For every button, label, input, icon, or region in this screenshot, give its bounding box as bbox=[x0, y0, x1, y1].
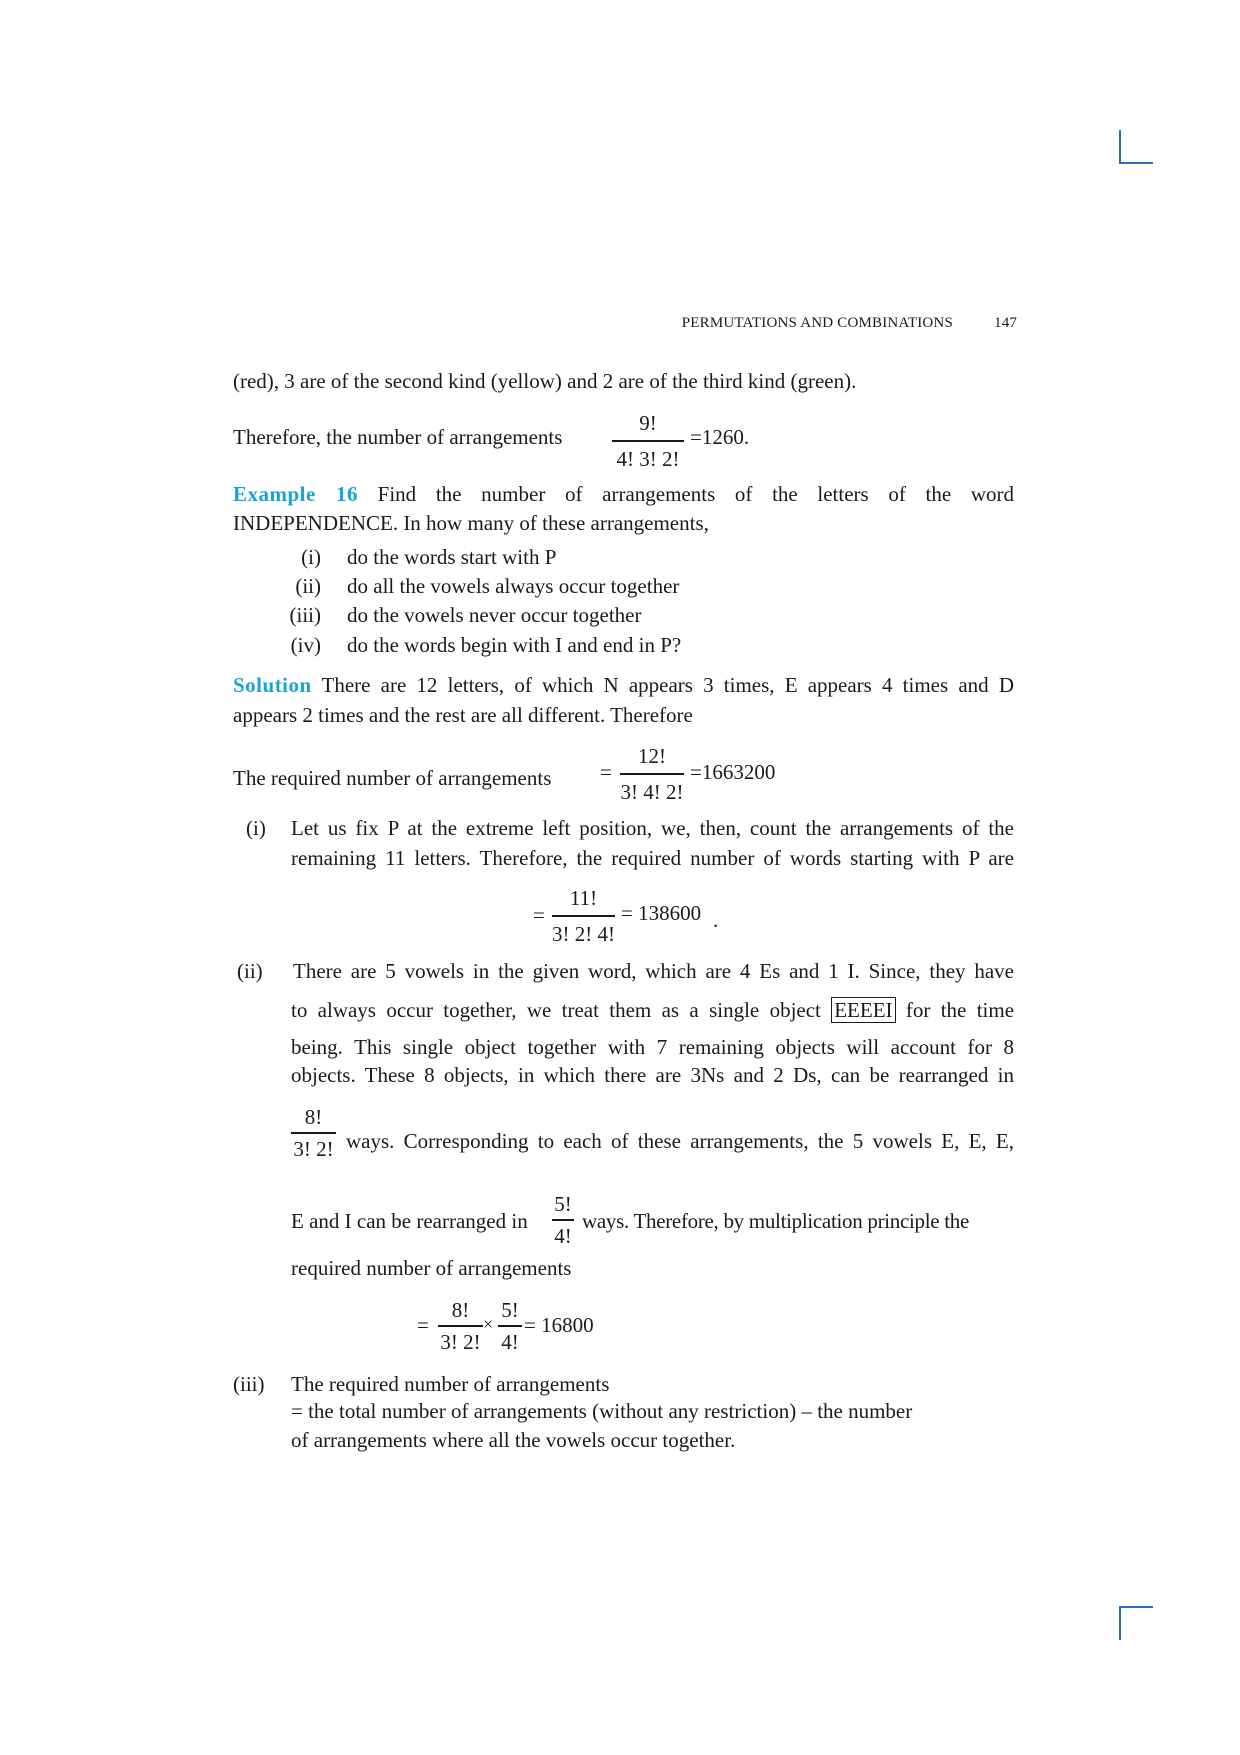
intro-line-1: (red), 3 are of the second kind (yellow) and 2 are of the third kind (green). bbox=[233, 369, 857, 393]
part-ii-line-6a: E and I can be rearranged in bbox=[291, 1209, 528, 1233]
period: . bbox=[713, 908, 719, 932]
part-i-number: (i) bbox=[246, 816, 266, 840]
part-ii-result: = 16800 bbox=[524, 1313, 594, 1337]
part-ii-line-3: being. This single object together with 7 remaining objects will account for 8 bbox=[291, 1035, 1014, 1059]
fraction-denominator: 3! 2! 4! bbox=[552, 921, 615, 946]
crop-mark-top-right bbox=[1119, 130, 1153, 164]
equals-sign: = bbox=[417, 1313, 429, 1337]
fraction-numerator: 12! bbox=[638, 744, 666, 768]
equals-sign: = bbox=[600, 760, 612, 784]
fraction-denominator: 4! 3! 2! bbox=[616, 446, 680, 471]
fraction-5-over-4 bbox=[552, 1194, 574, 1247]
item-text: do all the vowels always occur together bbox=[347, 574, 680, 598]
times-sign: × bbox=[483, 1314, 494, 1334]
fraction-bar bbox=[552, 915, 615, 917]
part-ii-line-4: objects. These 8 objects, in which there are 3Ns and 2 Ds, can be rearranged in bbox=[291, 1063, 1014, 1087]
fraction-bar bbox=[612, 440, 684, 442]
part-iii-line-1: The required number of arrangements bbox=[291, 1372, 610, 1396]
part-ii-line-6b: ways. Therefore, by multiplication principle the bbox=[582, 1209, 970, 1233]
equals-sign: = bbox=[533, 903, 545, 927]
item-text: do the words begin with I and end in P? bbox=[347, 633, 682, 657]
list-item bbox=[233, 605, 641, 626]
solution-text: There are 12 letters, of which N appears 3 times, E appears 4 times and D bbox=[321, 673, 1014, 697]
part-i-line-1: Let us fix P at the extreme left position, we, then, count the arrangements of the bbox=[291, 816, 1014, 840]
solution-line-2: appears 2 times and the rest are all different. Therefore bbox=[233, 703, 693, 727]
item-number: (i) bbox=[301, 545, 321, 569]
fraction-bar bbox=[620, 773, 684, 775]
item-number: (iii) bbox=[289, 603, 321, 627]
item-text: do the words start with P bbox=[347, 545, 557, 569]
fraction-numerator: 5! bbox=[501, 1298, 519, 1322]
part-ii-line-5: ways. Corresponding to each of these arrangements, the 5 vowels E, E, E, bbox=[346, 1129, 1014, 1153]
example-line-1 bbox=[233, 484, 1014, 505]
boxed-object: EEEEI bbox=[831, 997, 895, 1023]
fraction-9-factorial bbox=[612, 413, 684, 470]
fraction-denominator: 3! 2! bbox=[293, 1136, 334, 1161]
part-iii-number: (iii) bbox=[233, 1372, 265, 1396]
list-item bbox=[233, 635, 681, 656]
example-line-2: INDEPENDENCE. In how many of these arrangements, bbox=[233, 511, 709, 535]
text: to always occur together, we treat them as a single object bbox=[291, 998, 821, 1022]
fraction-numerator: 8! bbox=[451, 1298, 470, 1322]
list-item bbox=[233, 547, 556, 568]
running-header: PERMUTATIONS AND COMBINATIONS bbox=[681, 315, 953, 331]
item-number: (iv) bbox=[290, 633, 321, 657]
part-iii-line-2: = the total number of arrangements (without any restriction) – the number bbox=[291, 1399, 913, 1423]
list-item bbox=[233, 576, 679, 597]
required-result: =1663200 bbox=[690, 760, 776, 784]
part-ii-line-1: There are 5 vowels in the given word, which are 4 Es and 1 I. Since, they have bbox=[293, 959, 1014, 983]
item-text: do the vowels never occur together bbox=[347, 603, 642, 627]
example-label: Example 16 bbox=[233, 482, 358, 506]
fraction-numerator: 11! bbox=[569, 886, 598, 910]
fraction-5-over-4-product bbox=[498, 1300, 522, 1353]
fraction-numerator: 5! bbox=[554, 1192, 572, 1216]
fraction-bar bbox=[291, 1132, 336, 1134]
required-text: The required number of arrangements bbox=[233, 766, 552, 790]
part-ii-line-7: required number of arrangements bbox=[291, 1256, 572, 1280]
fraction-numerator: 8! bbox=[304, 1105, 323, 1129]
part-ii-line-2 bbox=[291, 1000, 1014, 1021]
item-number: (ii) bbox=[295, 574, 321, 598]
fraction-8-over-3-2-product bbox=[438, 1300, 483, 1353]
fraction-bar bbox=[438, 1325, 483, 1327]
page-number: 147 bbox=[994, 315, 1018, 331]
fraction-denominator: 3! 2! bbox=[440, 1329, 481, 1354]
fraction-11-factorial bbox=[552, 888, 615, 945]
part-i-result: = 138600 bbox=[621, 901, 702, 925]
fraction-denominator: 3! 4! 2! bbox=[620, 779, 684, 804]
solution-label: Solution bbox=[233, 673, 312, 697]
part-ii-number: (ii) bbox=[237, 959, 263, 983]
fraction-bar bbox=[552, 1219, 574, 1221]
fraction-12-factorial bbox=[620, 746, 684, 803]
fraction-8-over-3-2 bbox=[291, 1107, 336, 1160]
part-iii-line-3: of arrangements where all the vowels occur together. bbox=[291, 1428, 736, 1452]
fraction-denominator: 4! bbox=[554, 1223, 572, 1248]
fraction-denominator: 4! bbox=[501, 1329, 519, 1354]
intro-result: =1260. bbox=[690, 425, 750, 449]
fraction-numerator: 9! bbox=[639, 411, 657, 435]
solution-line-1 bbox=[233, 675, 1014, 696]
intro-line-2: Therefore, the number of arrangements bbox=[233, 425, 563, 449]
part-i-line-2: remaining 11 letters. Therefore, the required number of words starting with P are bbox=[291, 846, 1014, 870]
crop-mark-bottom-right bbox=[1119, 1606, 1153, 1640]
fraction-bar bbox=[498, 1325, 522, 1327]
example-text: Find the number of arrangements of the letters of the word bbox=[377, 482, 1014, 506]
text: for the time bbox=[905, 998, 1015, 1022]
